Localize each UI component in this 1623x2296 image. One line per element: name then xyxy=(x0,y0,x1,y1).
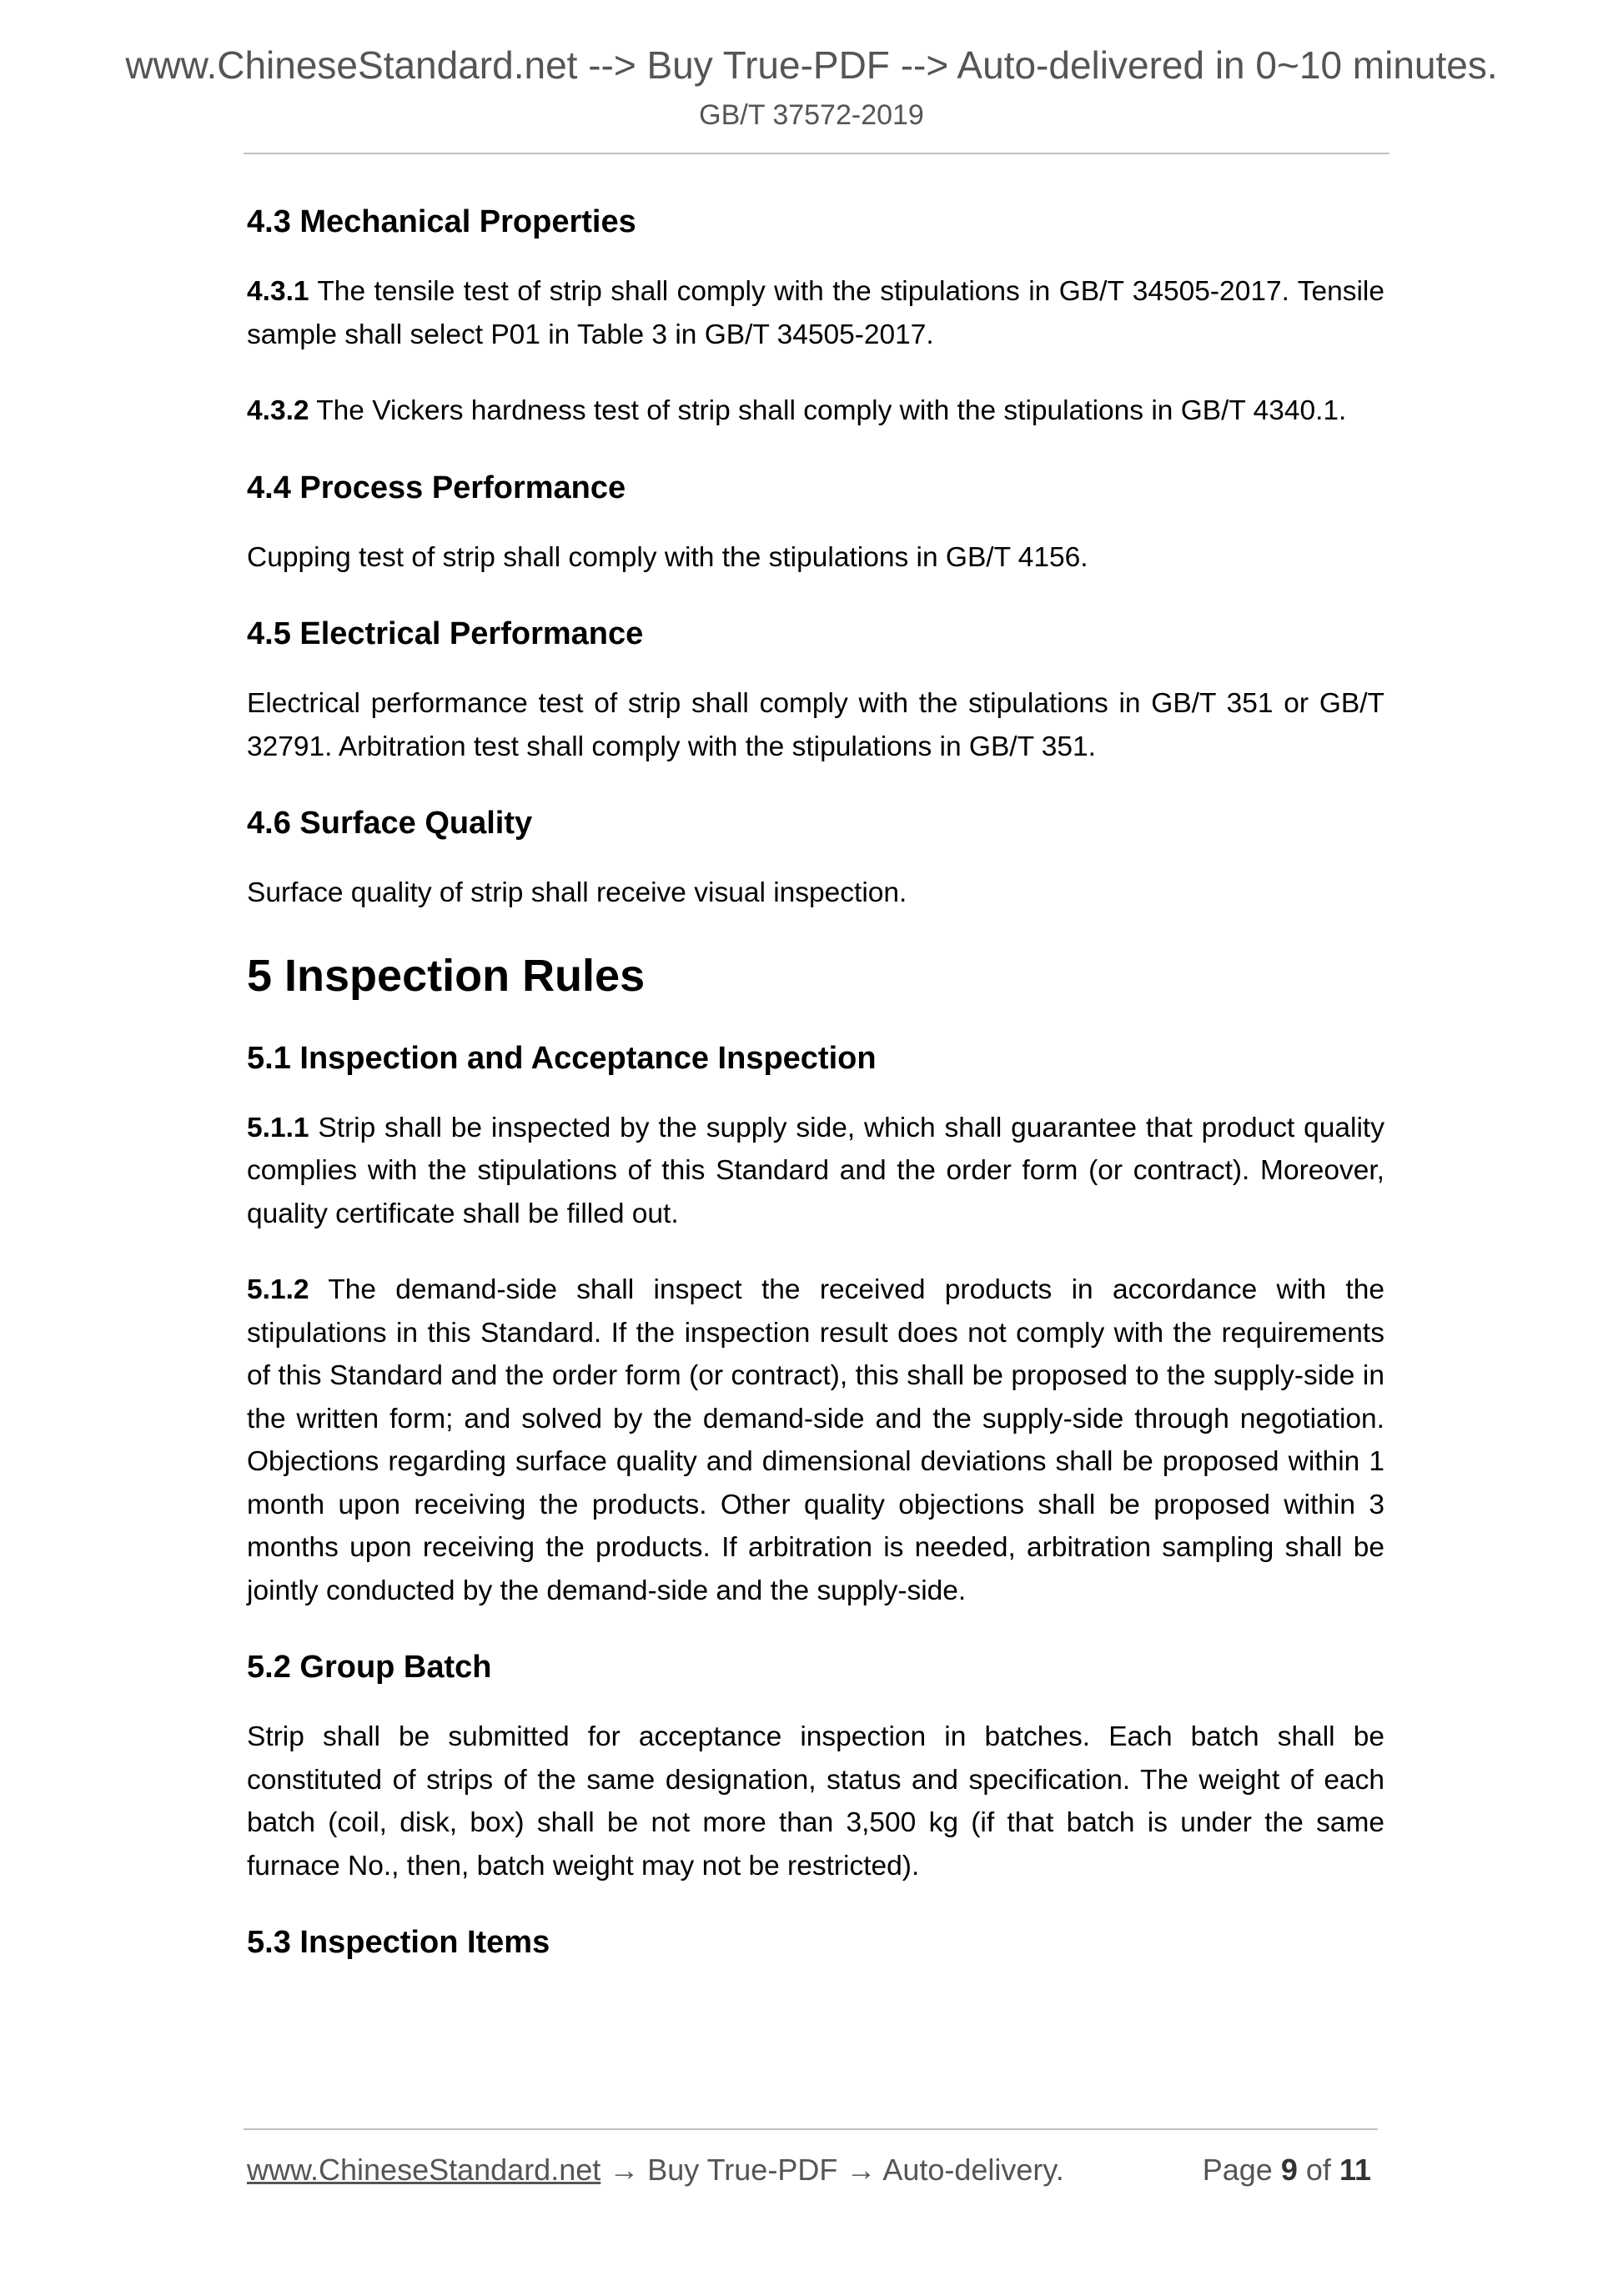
heading-4-3: 4.3 Mechanical Properties xyxy=(247,204,636,239)
paragraph-5-1-2 xyxy=(247,1269,1384,1612)
paragraph-5-2: Strip shall be submitted for acceptance inspection in batches. Each batch shall be constituted of strips of the same designation, status and specification. The weight of each batch (coil, disk, box) shall be not more than 3,500 kg (if that batch is under the same furnace No., then, batch weight may not be restricted). xyxy=(247,1721,1384,1882)
heading-4-5: 4.5 Electrical Performance xyxy=(247,616,644,651)
clause-number: 5.1.1 xyxy=(247,1112,309,1143)
heading-4-6: 4.6 Surface Quality xyxy=(247,806,533,841)
page-of: of xyxy=(1305,2153,1331,2187)
heading-5-3: 5.3 Inspection Items xyxy=(247,1925,550,1960)
footer-tagline: → Buy True-PDF → Auto-delivery. xyxy=(600,2153,1064,2187)
paragraph-4-4: Cupping test of strip shall comply with the stipulations in GB/T 4156. xyxy=(247,541,1088,573)
paragraph-4-3-2 xyxy=(247,389,1384,433)
heading-5-1: 5.1 Inspection and Acceptance Inspection xyxy=(247,1040,877,1076)
clause-text: Strip shall be inspected by the supply side, which shall guarantee that product quality complies with the stipulations of this Standard and the order form (or contract). Moreover, quality certificate shall be filled out. xyxy=(247,1112,1384,1229)
paragraph-4-3-1 xyxy=(247,270,1384,356)
clause-number: 4.3.1 xyxy=(247,276,309,307)
clause-number: 4.3.2 xyxy=(247,395,309,426)
site-banner: www.ChineseStandard.net --> Buy True-PDF --> Auto-delivered in 0~10 minutes. xyxy=(125,43,1498,87)
heading-4-4: 4.4 Process Performance xyxy=(247,470,626,505)
footer-site-link[interactable]: www.ChineseStandard.net xyxy=(247,2153,601,2187)
paragraph-5-1-1 xyxy=(247,1107,1384,1236)
standard-number: GB/T 37572-2019 xyxy=(699,99,924,131)
page-footer xyxy=(247,2152,1378,2188)
clause-text: The Vickers hardness test of strip shall comply with the stipulations in GB/T 4340.1. xyxy=(309,395,1347,426)
page-current: 9 xyxy=(1280,2153,1298,2187)
paragraph-4-5: Electrical performance test of strip shall comply with the stipulations in GB/T 351 or GB/T 32791. Arbitration test shall comply with the stipulations in GB/T 351. xyxy=(247,688,1384,762)
clause-number: 5.1.2 xyxy=(247,1274,309,1305)
heading-5-2: 5.2 Group Batch xyxy=(247,1650,492,1685)
header-divider xyxy=(244,153,1389,154)
footer-divider xyxy=(244,2128,1378,2130)
page-label: Page xyxy=(1202,2153,1273,2187)
page-total: 11 xyxy=(1339,2153,1371,2187)
paragraph-4-6: Surface quality of strip shall receive visual inspection. xyxy=(247,877,907,908)
heading-5: 5 Inspection Rules xyxy=(247,950,646,1001)
clause-text: The demand-side shall inspect the received products in accordance with the stipulations in this Standard. If the inspection result does not comply with the requirements of this Standard and the order form (or contract), this shall be proposed to the supply-side in the written form; and solved by the demand-side and the supply-side through negotiation. Objections regarding surface quality and dimensional deviations shall be proposed within 1 month upon receiving the products. Other quality objections shall be proposed within 3 months upon receiving the products. If arbitration is needed, arbitration sampling shall be jointly conducted by the demand-side and the supply-side. xyxy=(247,1274,1384,1606)
page-indicator xyxy=(1203,2152,1371,2188)
document-body xyxy=(247,200,1384,1991)
clause-text: The tensile test of strip shall comply with the stipulations in GB/T 34505-2017. Tensile sample shall select P01 in Table 3 in GB/T 34505-2017. xyxy=(247,276,1384,350)
